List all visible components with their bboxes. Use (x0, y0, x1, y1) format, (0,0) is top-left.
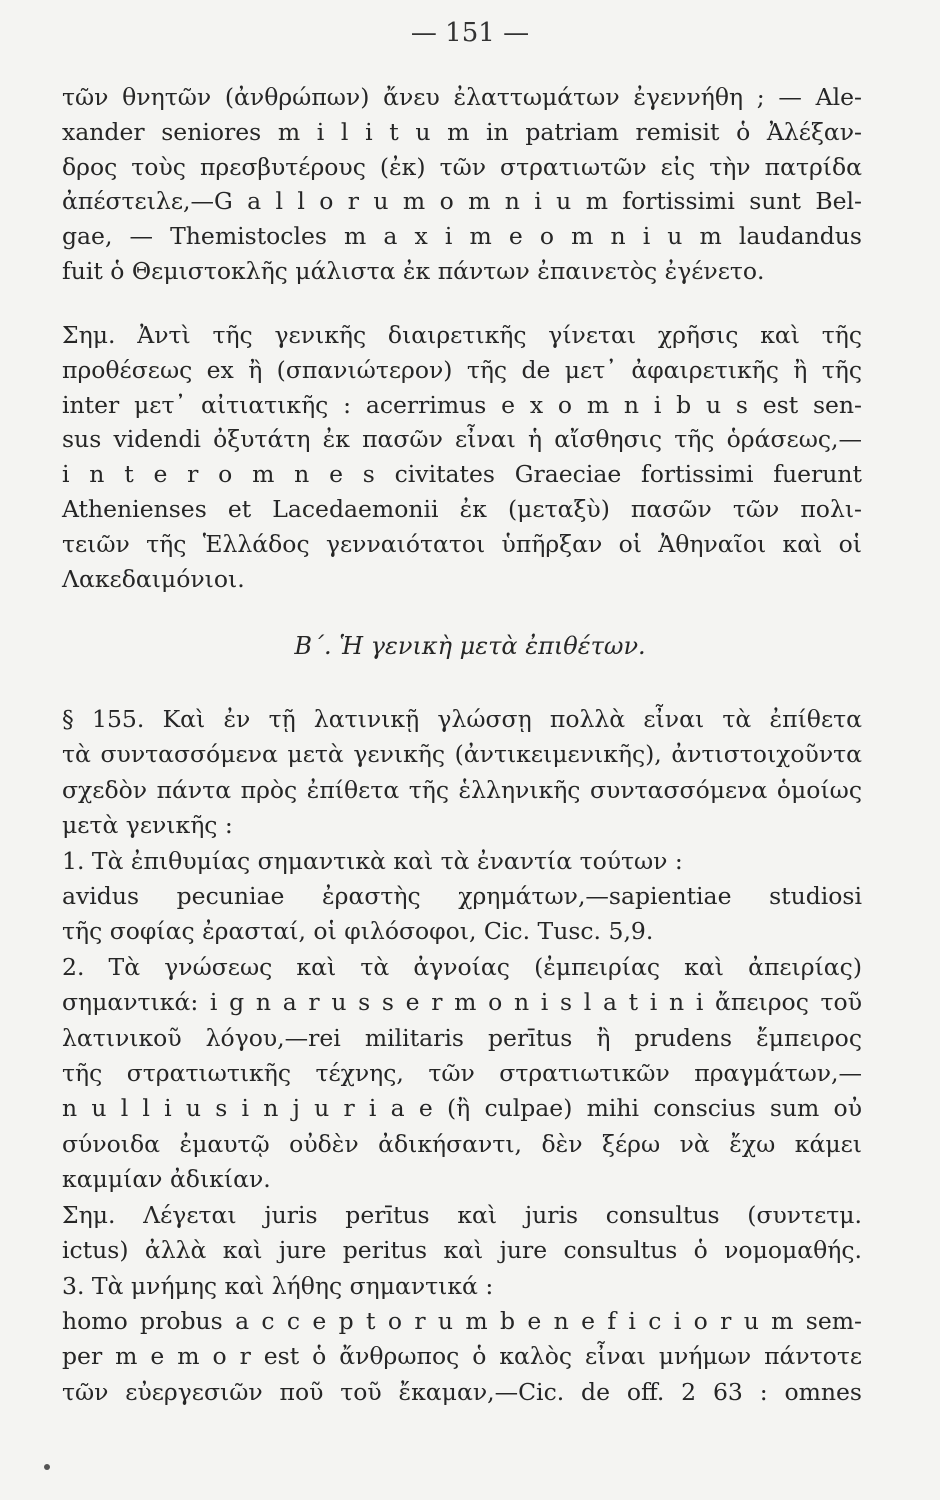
text-line: ictus) ἀλλὰ καὶ jure peritus καὶ jure consultus ὁ νομομαθής. (62, 1236, 862, 1265)
page-number: — 151 — (410, 18, 530, 48)
text-line: Athenienses et Lacedaemonii ἐκ (μεταξὺ) πασῶν τῶν πολι- (62, 494, 862, 523)
text-line: τῆς στρατιωτικῆς τέχνης, τῶν στρατιωτικῶν πραγμάτων,— (62, 1059, 862, 1088)
text-line: καμμίαν ἀδικίαν. (62, 1165, 271, 1194)
text-line: 3. Τὰ μνήμης καὶ λήθης σημαντικά : (62, 1271, 494, 1300)
text-line: Λακεδαιμόνιοι. (62, 564, 245, 593)
paragraph-genitive-examples (62, 80, 862, 289)
text-line: fuit ὁ Θεμιστοκλῆς μάλιστα ἐκ πάντων ἐπαινετὸς ἐγένετο. (62, 256, 765, 285)
text-line: προθέσεως ex ἢ (σπανιώτερον) τῆς de μετ᾽ ἀφαιρετικῆς ἢ τῆς (62, 355, 862, 384)
text-line: τὰ συντασσόμενα μετὰ γενικῆς (ἀντικειμενικῆς), ἀντιστοιχοῦντα (62, 740, 862, 769)
text-line: μετὰ γενικῆς : (62, 811, 233, 840)
text-line: § 155. Καὶ ἐν τῇ λατινικῇ γλώσσῃ πολλὰ εἶναι τὰ ἐπίθετα (62, 705, 862, 733)
text-line: xander seniores m i l i t u m in patriam remisit ὁ Ἀλέξαν- (62, 117, 862, 146)
text-line: ἀπέστειλε,—G a l l o r u m o m n i u m fortissimi sunt Bel- (62, 187, 862, 216)
text-line: homo probus a c c e p t o r u m b e n e f i c i o r u m sem- (62, 1306, 862, 1335)
text-line: τειῶν τῆς Ἑλλάδος γενναιότατοι ὑπῆρξαν οἱ Ἀθηναῖοι καὶ οἱ (62, 529, 862, 558)
text-line: Σημ. Λέγεται juris perītus καὶ juris consultus (συντετμ. (62, 1200, 862, 1229)
ink-dot (44, 1464, 50, 1470)
text-line: 1. Τὰ ἐπιθυμίας σημαντικὰ καὶ τὰ ἐναντία τούτων : (62, 846, 683, 875)
text-line: δρος τοὺς πρεσβυτέρους (ἐκ) τῶν στρατιωτῶν εἰς τὴν πατρίδα (62, 152, 862, 181)
section-heading: Β΄. Ἡ γενικὴ μετὰ ἐπιθέτων. (294, 632, 646, 660)
text-line: σχεδὸν πάντα πρὸς ἐπίθετα τῆς ἑλληνικῆς συντασσόμενα ὁμοίως (62, 775, 862, 804)
text-line: 2. Τὰ γνώσεως καὶ τὰ ἀγνοίας (ἐμπειρίας καὶ ἀπειρίας) (62, 952, 862, 981)
text-line: σύνοιδα ἐμαυτῷ οὐδὲν ἀδικήσαντι, δὲν ξέρω νὰ ἔχω κάμει (62, 1129, 862, 1158)
text-line: τῶν εὐεργεσιῶν ποῦ τοῦ ἔκαμαν,—Cic. de off. 2 63 : omnes (62, 1377, 862, 1406)
text-line: Σημ. Ἀντὶ τῆς γενικῆς διαιρετικῆς γίνεται χρῆσις καὶ τῆς (62, 321, 862, 349)
text-line: n u l l i u s i n j u r i a e (ἢ culpae) mihi conscius sum οὐ (62, 1094, 862, 1123)
text-line: gae, — Themistocles m a x i m e o m n i u m laudandus (62, 222, 862, 251)
text-line: sus videndi ὀξυτάτη ἐκ πασῶν εἶναι ἡ αἴσθησις τῆς ὁράσεως,— (62, 425, 862, 454)
section-155 (62, 702, 862, 1410)
text-line: inter μετ᾽ αἰτιατικῆς : acerrimus e x o m n i b u s est sen- (62, 390, 862, 419)
paragraph-note-partitive (62, 318, 862, 596)
text-line: i n t e r o m n e s civitates Graeciae fortissimi fuerunt (62, 460, 862, 489)
text-line: σημαντικά: i g n a r u s s e r m o n i s l a t i n i ἄπειρος τοῦ (62, 988, 862, 1017)
text-line: per m e m o r est ὁ ἄνθρωπος ὁ καλὸς εἶναι μνήμων πάντοτε (62, 1342, 862, 1371)
text-line: λατινικοῦ λόγου,—rei militaris perītus ἢ prudens ἔμπειρος (62, 1023, 862, 1052)
text-line: τῶν θνητῶν (ἀνθρώπων) ἄνευ ἐλαττωμάτων ἐγεννήθη ; — Ale- (62, 83, 862, 111)
text-line: τῆς σοφίας ἐρασταί, οἱ φιλόσοφοι, Cic. Tusc. 5,9. (62, 917, 654, 946)
text-line: avidus pecuniae ἐραστὴς χρημάτων,—sapientiae studiosi (62, 882, 862, 911)
